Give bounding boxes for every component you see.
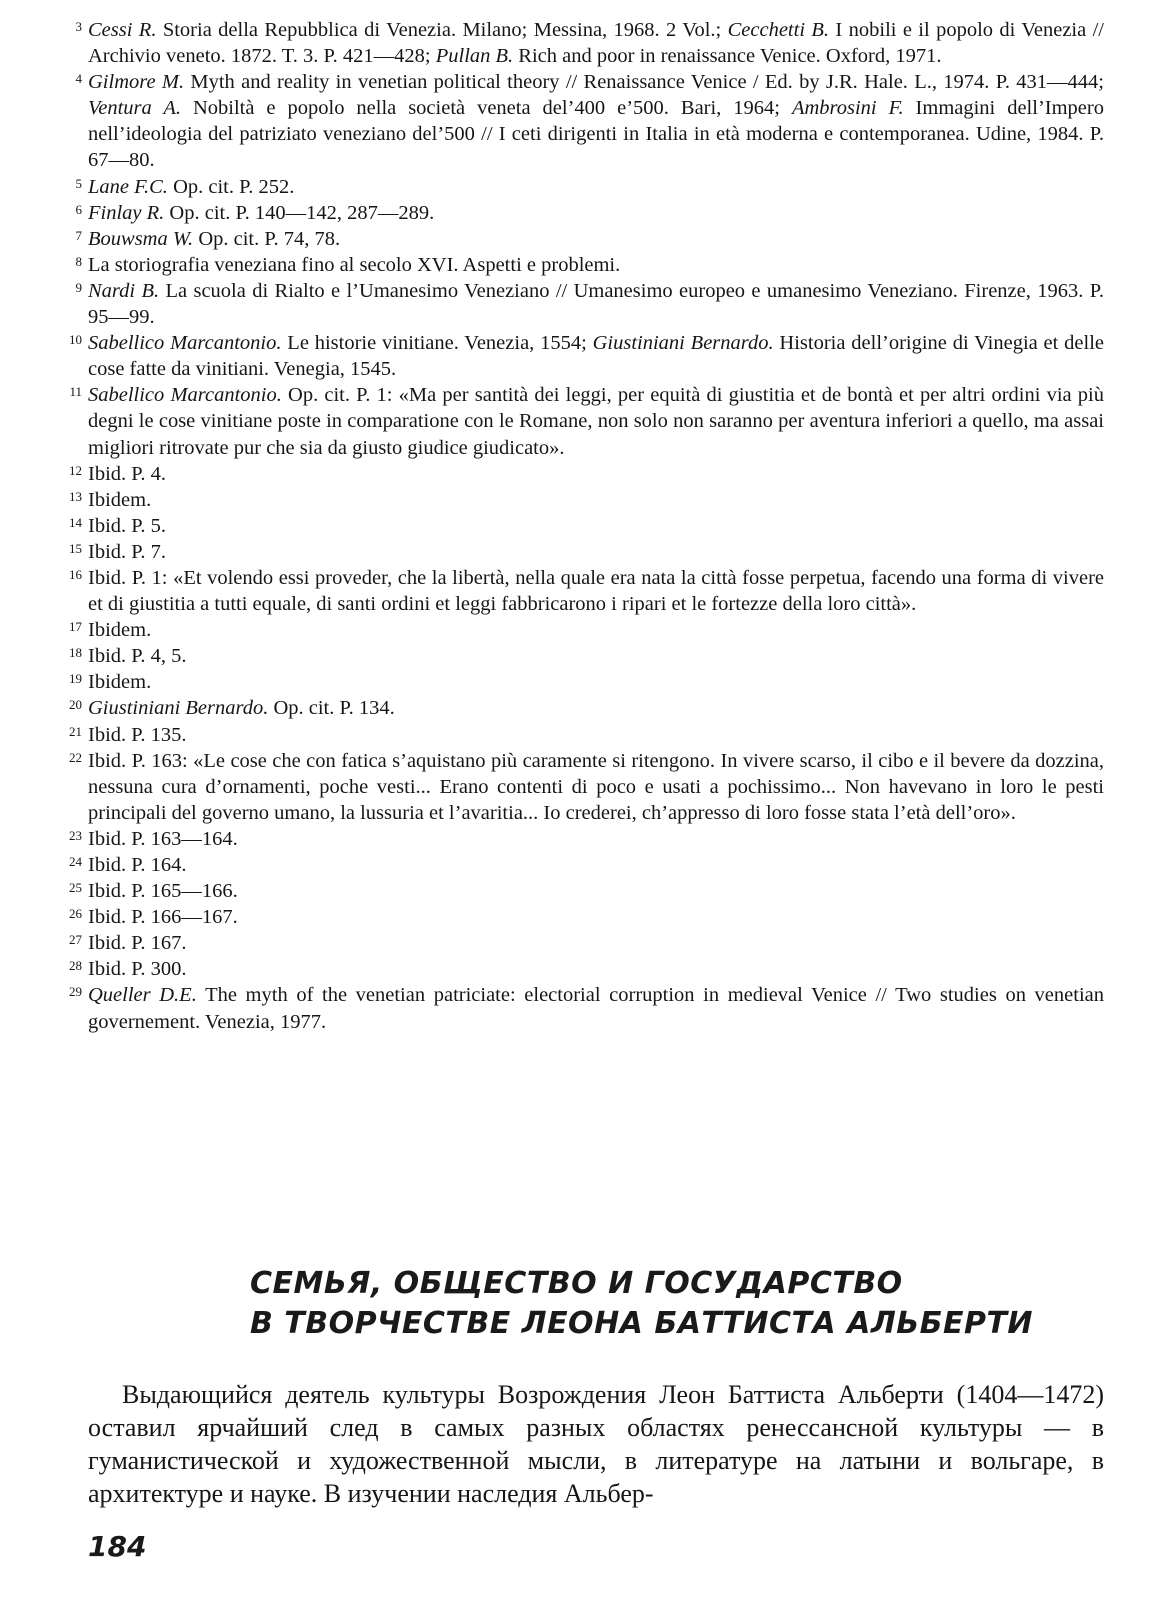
footnote-author: Ventura A. (88, 97, 182, 120)
footnote-number: 21 (69, 723, 82, 739)
footnote-number: 16 (69, 566, 82, 582)
footnote-text: Ibid. P. 1: «Et volendo essi proveder, che la libertà, nella quale era nata la città fosse perpetua, facendo una forma di vivere et di giustitia a tutti equale, di santi ordini et leggi fabbricarono i ripari et le fortezze della loro città». (88, 566, 1104, 616)
footnote-author: Cecchetti B. (727, 19, 830, 41)
footnote-author: Bouwsma W. (88, 227, 194, 250)
footnote (48, 669, 1104, 695)
footnote-text: La scuola di Rialto e l’Umanesimo Veneziano // Umanesimo europeo e umanesimo Veneziano. Firenze, 1963. P. 95—99. (88, 279, 1104, 329)
footnote-number: 24 (69, 854, 82, 869)
footnote-text: Ibid. P. 135. (88, 723, 187, 746)
footnote (48, 278, 1104, 330)
footnote-author: Finlay R. (88, 201, 165, 224)
footnote-text: Op. cit. P. 252. (167, 175, 295, 198)
footnote-author: Queller D.E. (88, 984, 197, 1007)
footnote-number: 14 (69, 514, 82, 530)
footnote-text: Ibid. P. 163: «Le cose che con fatica s’aquistano più caramente si ritengono. In vivere scarso, il cibo e il bevere da dozzina, nessuna cura d’ornamenti, poche vesti... Erano contenti di poco e usati a pochissimo... Non havevano in loro le pesti principali del governo umano, la lussuria et l’avaritia... Io crederei, ch’appresso di loro fosse stata l’età dell’oro». (88, 749, 1104, 824)
footnote (48, 17, 1104, 69)
footnote-text: Op. cit. P. 140—142, 287—289. (164, 201, 435, 224)
footnote-text: Ibid. P. 4, 5. (88, 645, 187, 668)
footnote (48, 174, 1104, 200)
footnote-text: Ibid. P. 167. (88, 932, 187, 955)
footnote (48, 643, 1104, 669)
footnote (48, 826, 1104, 852)
footnote-text: Rich and poor in renaissance Venice. Oxford, 1971. (513, 45, 942, 68)
footnote-text: Ibid. P. 4. (88, 462, 167, 485)
footnote-text: Op. cit. P. 134. (268, 697, 395, 720)
footnote-number: 17 (69, 619, 82, 635)
footnote (48, 695, 1104, 721)
footnote-text: Op. cit. P. 1: «Ma per santità dei leggi, per equità di giustitia et de bontà et per altri ordini via più degni le cose vinitiane poste in comparatione con le Romane, non solo non saranno per aventura inferiori a quello, ma assai migliori ritrovate pur che sia da giusto giudice giudicato». (88, 384, 1104, 459)
page-number: 184 (88, 1530, 147, 1563)
footnote-text: Ibid. P. 163—164. (88, 827, 238, 850)
chapter-opening-paragraph: Выдающийся деятель культуры Возрождения Леон Баттиста Альберти (1404—1472) оставил ярчайший след в самых разных областях ренессансной культуры — в гуманистической и художественной мысли, в литературе на латыни и вольгаре, в архитектуре и науке. В изучении наследия Альбер- (88, 1380, 1104, 1508)
footnote (48, 382, 1104, 460)
footnote-number: 8 (75, 253, 82, 269)
footnote-text: Historia dell’origine di Vinegia et delle cose fatte da vinitiani. Venegia, 1545. (88, 332, 1104, 381)
footnote-text: Ibid. P. 300. (88, 958, 187, 981)
footnote-number: 15 (69, 540, 82, 556)
footnote-number: 12 (69, 462, 82, 478)
footnote-text: Nobiltà e popolo nella società veneta del’400 e’500. Bari, 1964; (181, 97, 792, 120)
footnote-number: 4 (75, 71, 82, 87)
footnote (48, 69, 1104, 173)
footnote-text: Ibid. P. 166—167. (88, 906, 238, 929)
footnote-number: 3 (75, 19, 82, 34)
footnote (48, 461, 1104, 487)
footnote (48, 200, 1104, 226)
footnote-text: Ibidem. (88, 671, 152, 694)
footnote-text: Myth and reality in venetian political theory // Renaissance Venice / Ed. by J.R. Hale. L., 1974. P. 431—444; (184, 71, 1104, 94)
footnote-text: Ibid. P. 5. (88, 514, 167, 537)
footnote-text: Ibid. P. 165—166. (88, 880, 238, 903)
footnote-number: 29 (69, 984, 82, 1000)
footnote-number: 26 (69, 906, 82, 922)
footnote-author: Giustiniani Bernardo. (88, 697, 269, 720)
footnote-number: 10 (69, 332, 82, 348)
footnote-author: Giustiniani Bernardo. (592, 332, 774, 355)
footnote (48, 539, 1104, 565)
footnote-number: 27 (69, 932, 82, 948)
footnote-author: Gilmore M. (88, 71, 185, 94)
footnote-number: 5 (75, 175, 82, 191)
footnote-author: Nardi B. (88, 279, 160, 302)
footnote-author: Ambrosini F. (791, 97, 904, 120)
footnote-text: Ibidem. (88, 619, 152, 642)
chapter-title-line-1: СЕМЬЯ, ОБЩЕСТВО И ГОСУДАРСТВО (250, 1266, 903, 1301)
chapter-heading (250, 1264, 1110, 1344)
footnote-text: I nobili e il popolo di Venezia // Archivio veneto. 1872. T. 3. P. 421—428; (88, 19, 1104, 68)
footnote (48, 487, 1104, 513)
footnote-text: Ibid. P. 164. (88, 854, 187, 876)
footnote (48, 617, 1104, 643)
footnote-text: Le historie vinitiane. Venezia, 1554; (281, 332, 593, 355)
footnote (48, 852, 1104, 878)
footnote-number: 23 (69, 827, 82, 843)
footnote-number: 6 (75, 201, 82, 217)
footnote-text: La storiografia veneziana fino al secolo XVI. Aspetti e problemi. (88, 253, 621, 276)
footnote (48, 904, 1104, 930)
footnote (48, 722, 1104, 748)
footnote-number: 19 (69, 671, 82, 687)
footnote-number: 28 (69, 958, 82, 974)
footnote (48, 252, 1104, 278)
footnote (48, 878, 1104, 904)
footnote-author: Pullan B. (435, 45, 514, 68)
footnote-author: Sabellico Marcantonio. (88, 332, 282, 355)
footnote-number: 18 (69, 645, 82, 661)
footnote-number: 9 (75, 279, 82, 295)
footnote (48, 748, 1104, 826)
footnotes-list (48, 17, 1104, 1035)
footnote-text: Ibid. P. 7. (88, 540, 167, 563)
footnote (48, 226, 1104, 252)
chapter-title-line-2: В ТВОРЧЕСТВЕ ЛЕОНА БАТТИСТА АЛЬБЕРТИ (250, 1306, 1034, 1341)
footnote-number: 20 (69, 697, 82, 713)
footnote-text: Immagini dell’Impero nell’ideologia del patriziato veneziano del’500 // I ceti dirigenti in Italia in età moderna e contemporanea. Udine, 1984. P. 67—80. (88, 97, 1104, 172)
footnote (48, 513, 1104, 539)
footnote-number: 22 (69, 749, 82, 765)
footnote-text: Ibidem. (88, 488, 152, 511)
footnote (48, 565, 1104, 617)
footnote-number: 25 (69, 880, 82, 896)
footnote-author: Sabellico Marcantonio. (88, 384, 282, 407)
footnote-text: Storia della Repubblica di Venezia. Milano; Messina, 1968. 2 Vol.; (156, 19, 728, 41)
footnote (48, 956, 1104, 982)
footnote (48, 930, 1104, 956)
footnote-author: Lane F.C. (88, 175, 168, 198)
footnote (48, 982, 1104, 1034)
footnote-author: Cessi R. (88, 19, 157, 41)
footnote-number: 11 (69, 384, 82, 400)
footnote-text: Op. cit. P. 74, 78. (193, 227, 341, 250)
footnote (48, 330, 1104, 382)
footnote-text: The myth of the venetian patriciate: electorial corruption in medieval Venice // Two studies on venetian governement. Venezia, 1977. (88, 984, 1104, 1033)
footnote-number: 13 (69, 488, 82, 504)
footnote-number: 7 (75, 227, 82, 243)
